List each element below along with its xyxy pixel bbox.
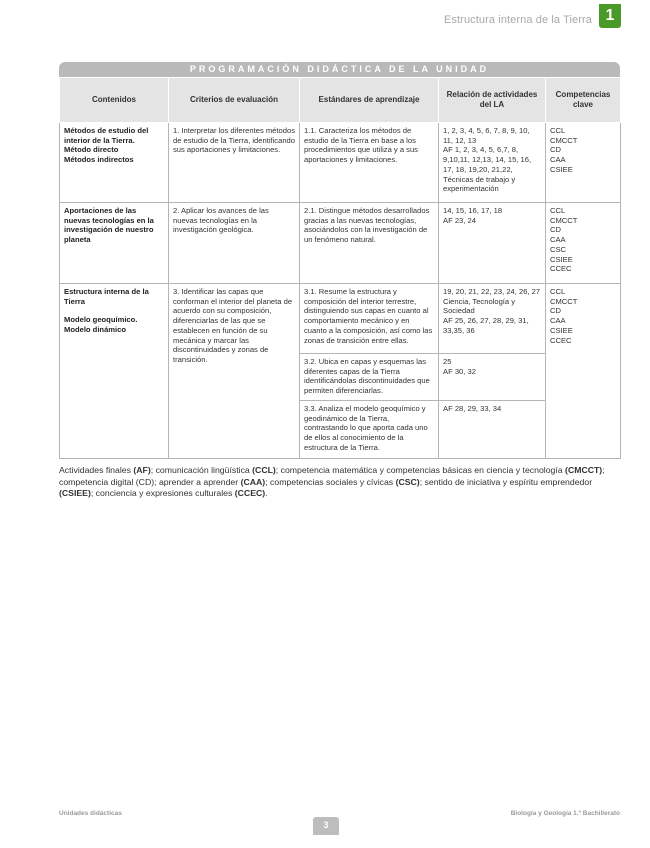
competencia-line: CSIEE — [550, 325, 573, 335]
legend-segment: ; competencias sociales y cívicas — [265, 476, 396, 487]
cell-estandar: 3.3. Analiza el modelo geoquímico y geodinámico de la Tierra, contrastando lo que aporta cada uno de ellos al conocimiento de la estructura de la Tierra. — [300, 401, 439, 459]
legend-segment: Actividades finales — [59, 465, 134, 475]
cell-estandar: 3.1. Resume la estructura y composición del interior terrestre, distinguiendo sus capas en cuanto al comportamiento mecánico y en cuanto a la composición, así como las zonas de transición entre ellas. — [300, 284, 439, 354]
cell-actividades — [439, 354, 546, 401]
contenido-line: Modelo dinámico — [64, 325, 127, 335]
competencia-line: CD — [550, 145, 561, 155]
cell-actividades — [439, 203, 546, 284]
competencia-line: CAA — [550, 155, 566, 165]
table-header-row — [60, 78, 621, 123]
footer-right: Biología y Geología 1.º Bachillerato — [510, 810, 620, 817]
legend-segment: . — [265, 488, 268, 499]
col-header-estandares: Estándares de aprendizaje — [300, 78, 439, 123]
table-banner: PROGRAMACIÓN DIDÁCTICA DE LA UNIDAD — [59, 62, 620, 77]
competencia-line: CCL — [550, 287, 566, 296]
cell-estandar: 1.1. Caracteriza los métodos de estudio de la Tierra en base a los procedimientos que utiliza y a sus aportaciones y limitaciones. — [300, 123, 439, 203]
contenido-line: Aportaciones de las nuevas tecnologías en la investigación de nuestro planeta — [64, 206, 154, 245]
competencia-line: CSIEE — [550, 164, 573, 174]
legend-segment: (CSIEE) — [59, 488, 91, 499]
actividad-line: AF 28, 29, 33, 34 — [443, 404, 502, 413]
legend-segment: (CSC) — [395, 476, 420, 487]
cell-criterio: 2. Aplicar los avances de las nuevas tecnologías en la investigación geológica. — [169, 203, 300, 284]
contenido-line: Métodos de estudio del interior de la Tierra. — [64, 126, 149, 145]
actividad-line: 19, 20, 21, 22, 23, 24, 26, 27 — [443, 287, 541, 296]
legend-segment: (CCEC) — [234, 488, 266, 499]
legend-segment: ; competencia matemática y competencias básicas en ciencia y tecnología — [275, 465, 566, 475]
programacion-table-wrap — [59, 62, 620, 459]
legend-segment: ; competencia digital (CD); aprender a aprender — [59, 465, 605, 487]
contenido-line: Método directo — [64, 145, 119, 155]
cell-contenidos — [60, 284, 169, 459]
cell-criterio: 1. Interpretar los diferentes métodos de estudio de la Tierra, identificando sus aportaciones y limitaciones. — [169, 123, 300, 203]
col-header-contenidos: Contenidos — [60, 78, 169, 123]
table-row — [60, 284, 621, 354]
competencia-line: CCL — [550, 126, 566, 135]
competencia-line: CD — [550, 225, 561, 235]
chapter-badge: 1 — [599, 4, 621, 28]
competencia-line: CMCCT — [550, 215, 578, 225]
legend-segment: (CAA) — [240, 476, 266, 487]
competencia-line: CMCCT — [550, 296, 578, 306]
actividad-line: AF 30, 32 — [443, 366, 476, 376]
actividad-line: Ciencia, Tecnología y Sociedad — [443, 296, 516, 316]
col-header-competencias: Competencias clave — [546, 78, 621, 123]
legend-segment: ; sentido de iniciativa y espíritu emprendedor — [419, 476, 593, 487]
competencia-line: CMCCT — [550, 135, 578, 145]
competencia-line: CAA — [550, 235, 566, 245]
cell-estandar: 3.2. Ubica en capas y esquemas las diferentes capas de la Tierra identificándolas discontinuidades que permiten diferenciarlas. — [300, 354, 439, 401]
footer-left: Unidades didácticas — [59, 810, 122, 817]
table-row — [60, 203, 621, 284]
competencia-line: CCL — [550, 206, 566, 215]
competencia-line: CAA — [550, 316, 566, 326]
col-header-criterios: Criterios de evaluación — [169, 78, 300, 123]
cell-contenidos — [60, 203, 169, 284]
actividad-line: AF 1, 2, 3, 4, 5, 6,7, 8, 9,10,11, 12,13, 14, 15, 16, 17, 18, 19,20, 21,22, — [443, 145, 532, 174]
cell-actividades — [439, 123, 546, 203]
cell-actividades — [439, 284, 546, 354]
legend-segment: ; conciencia y expresiones culturales — [90, 488, 235, 499]
cell-contenidos — [60, 123, 169, 203]
contenido-line: Métodos indirectos — [64, 155, 134, 165]
contenido-line — [64, 306, 164, 315]
page-number: 3 — [313, 817, 339, 835]
competencia-line: CCEC — [550, 264, 572, 274]
programacion-table — [59, 77, 621, 459]
actividad-line: Técnicas de trabajo y experimentación — [443, 174, 516, 194]
competencia-line: CCEC — [550, 335, 572, 345]
legend-segment: (AF) — [133, 465, 151, 475]
actividad-line: 14, 15, 16, 17, 18 — [443, 206, 503, 215]
cell-competencias — [546, 284, 621, 459]
cell-competencias — [546, 123, 621, 203]
actividad-line: AF 23, 24 — [443, 215, 476, 225]
cell-criterio: 3. Identificar las capas que conforman el interior del planeta de acuerdo con su composición, diferenciarlas de las que se establecen en función de su mecánica y marcar las discontinuidades y zonas de transición. — [169, 284, 300, 459]
cell-actividades — [439, 401, 546, 459]
contenido-line: Estructura interna de la Tierra — [64, 287, 149, 306]
header-title: Estructura interna de la Tierra — [443, 14, 592, 26]
actividad-line: 25 — [443, 357, 452, 366]
cell-estandar: 2.1. Distingue métodos desarrollados gracias a las nuevas tecnologías, asociándolos con la investigación de un fenómeno natural. — [300, 203, 439, 284]
actividad-line: 1, 2, 3, 4, 5, 6, 7, 8, 9, 10, 11, 12, 13 — [443, 126, 530, 145]
legend-segment: (CMCCT) — [565, 465, 603, 475]
col-header-actividades: Relación de actividades del LA — [439, 78, 546, 123]
competencia-line: CSIEE — [550, 254, 573, 264]
legend-segment: ; comunicación lingüística — [150, 465, 253, 475]
legend-text — [59, 465, 621, 500]
cell-competencias — [546, 203, 621, 284]
competencia-line: CSC — [550, 244, 567, 254]
contenido-line: Modelo geoquímico. — [64, 315, 138, 325]
actividad-line: AF 25, 26, 27, 28, 29, 31, 33,35, 36 — [443, 316, 529, 335]
competencia-line: CD — [550, 306, 561, 316]
legend-segment: (CCL) — [252, 465, 276, 475]
table-row — [60, 123, 621, 203]
